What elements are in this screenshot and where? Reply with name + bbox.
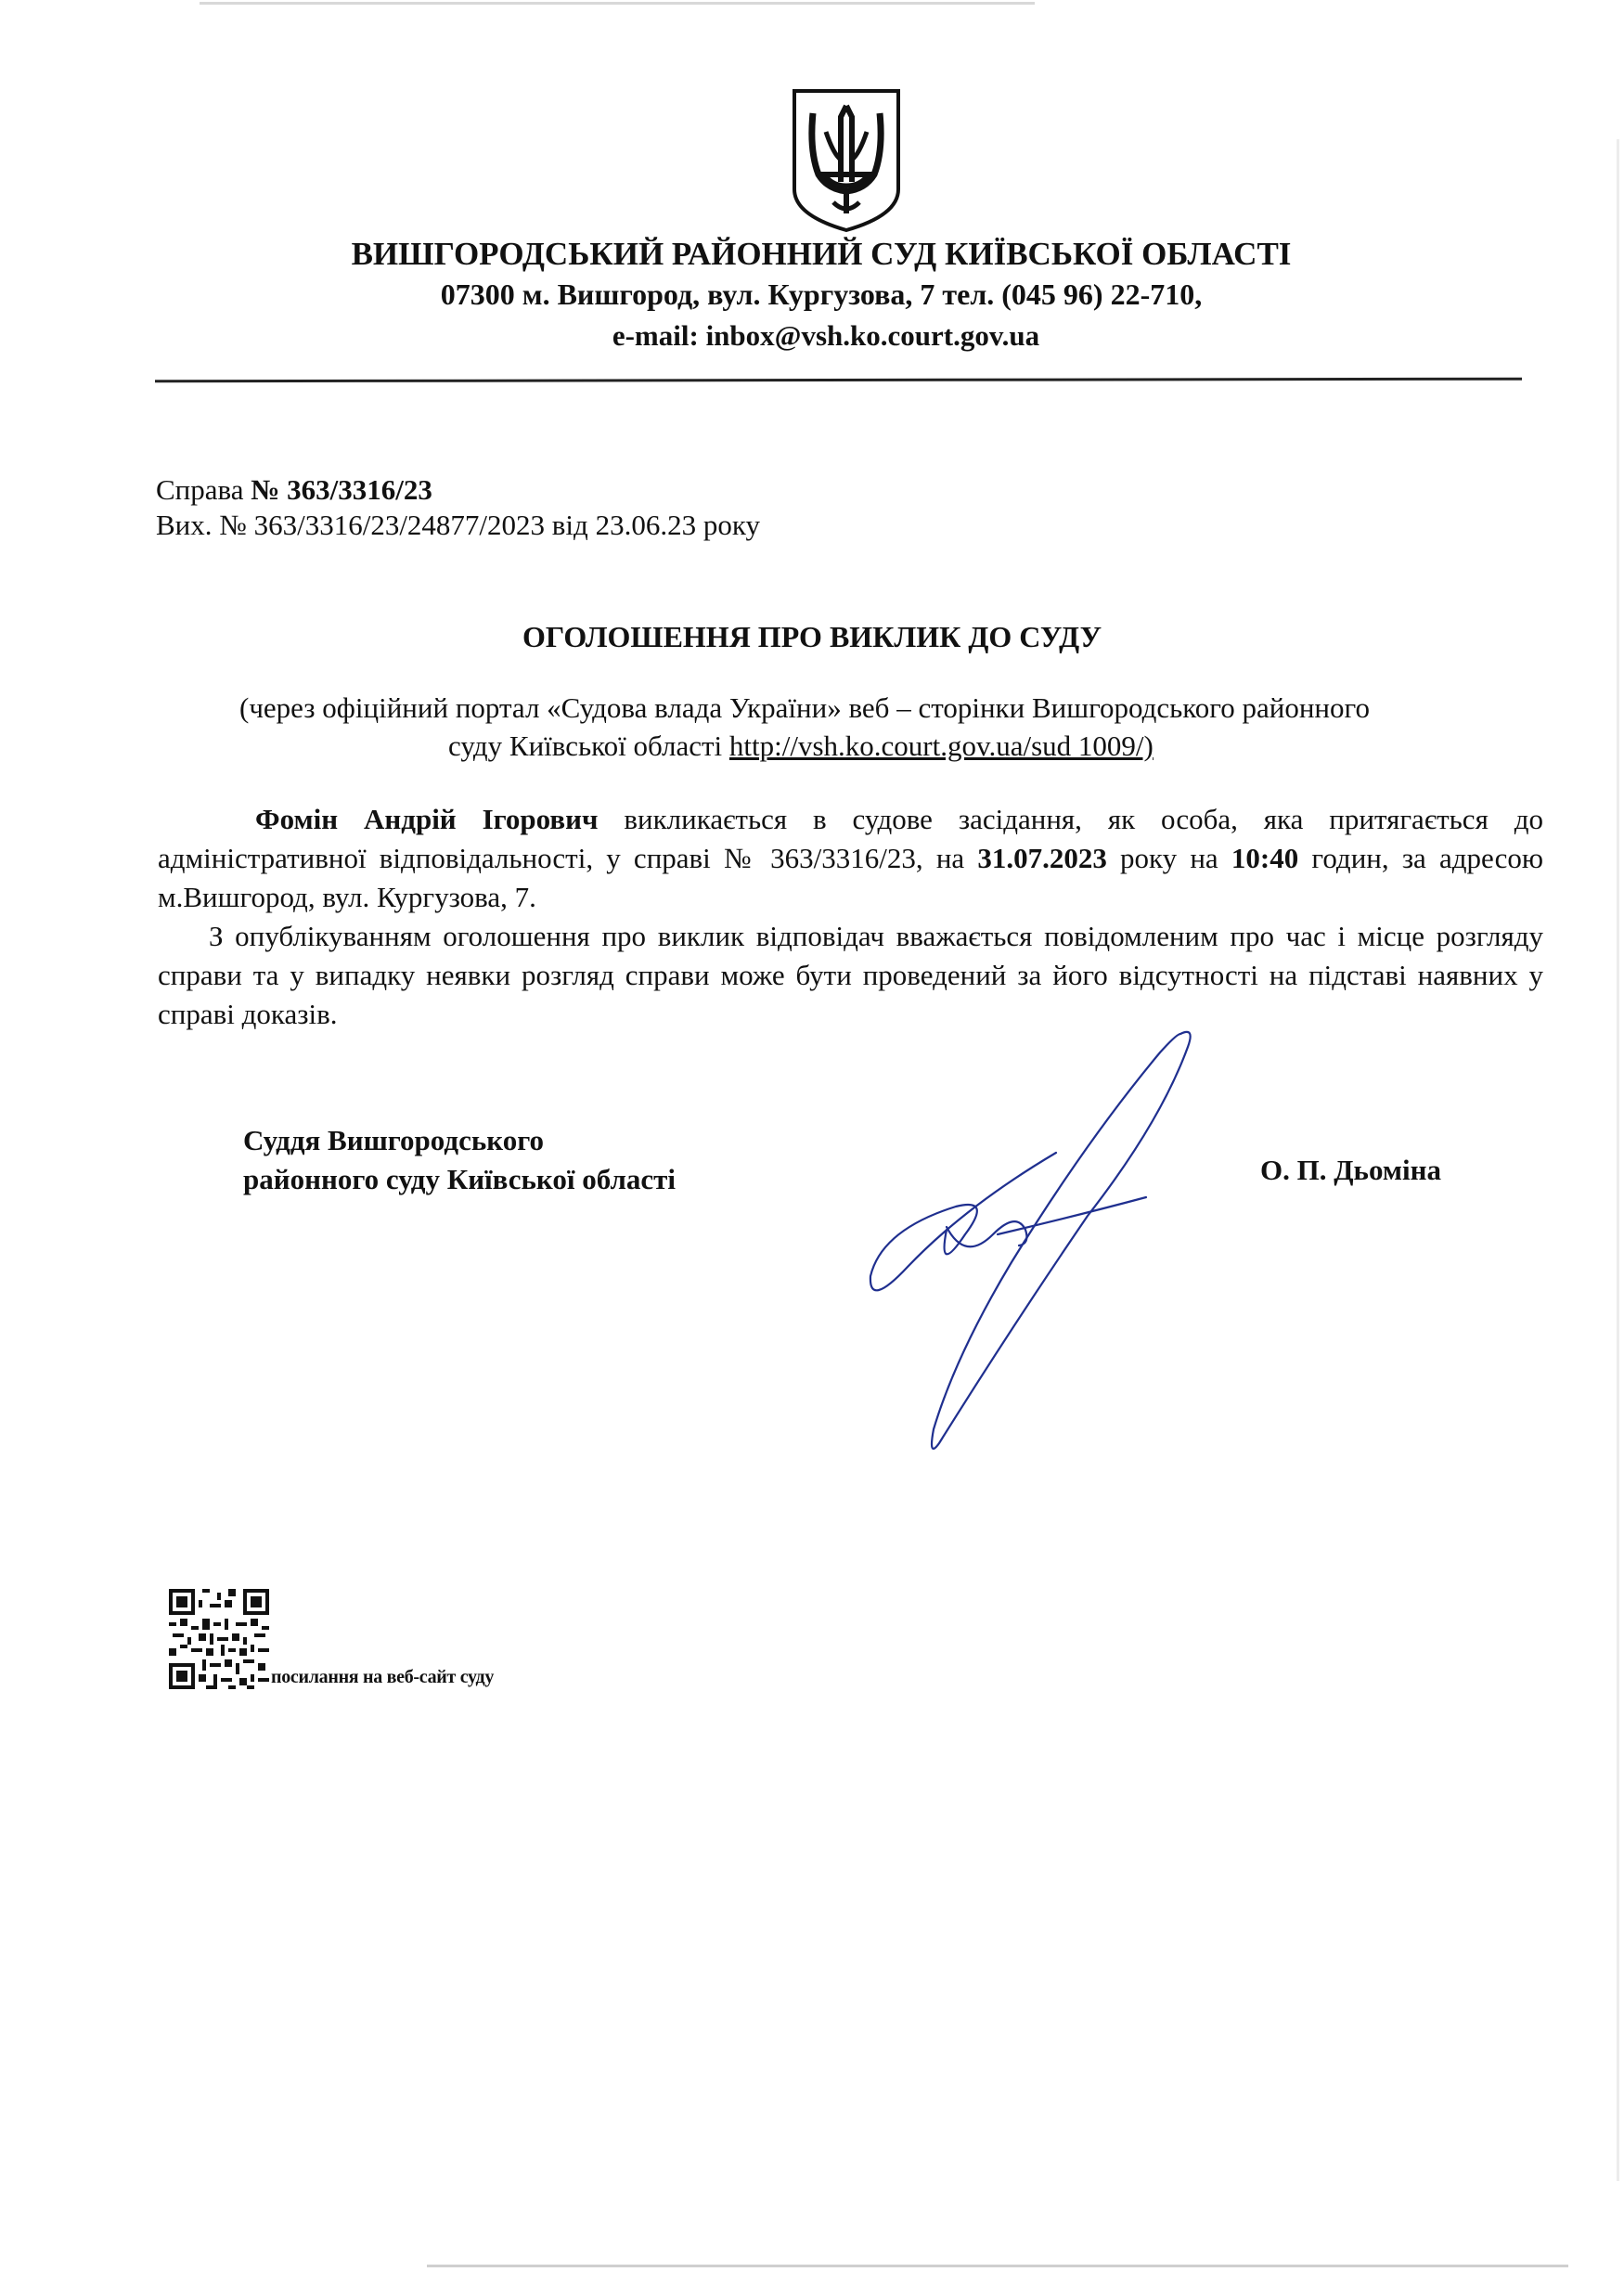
hearing-date: 31.07.2023 [977, 842, 1107, 874]
trident-emblem-icon [789, 85, 904, 234]
header-divider [155, 378, 1522, 383]
judge-title [243, 1121, 676, 1199]
person-name: Фомін Андрій Ігорович [255, 803, 599, 835]
notice-title: ОГОЛОШЕННЯ ПРО ВИКЛИК ДО СУДУ [522, 620, 1102, 653]
court-name: ВИШГОРОДСЬКИЙ РАЙОННИЙ СУД КИЇВСЬКОЇ ОБЛАСТІ [351, 236, 1292, 272]
court-website-link[interactable]: http://vsh.ko.court.gov.ua/sud 1009/) [728, 729, 1154, 762]
judge-name: О. П. Дьоміна [1260, 1154, 1441, 1186]
page-edge-right [1617, 139, 1619, 2181]
court-email-line [14, 319, 1624, 353]
summons-text-b: року на [1106, 842, 1231, 874]
case-label: Справа [156, 473, 251, 506]
case-reference [156, 473, 432, 507]
subtitle-line-1: (через офіційний портал «Судова влада України» веб – сторінки Вишгородського районного [239, 691, 1370, 724]
judge-title-line-2: районного суду Київської області [243, 1163, 676, 1195]
hearing-time: 10:40 [1231, 842, 1299, 874]
court-email-link[interactable]: inbox@vsh.ko.court.gov.ua [705, 319, 1040, 352]
page-edge-bottom [427, 2265, 1568, 2267]
case-number: № 363/3316/23 [251, 473, 432, 506]
notice-body [158, 800, 1543, 1034]
qr-code-icon[interactable] [169, 1589, 269, 1689]
page-edge-top [200, 2, 1035, 5]
summons-text-a: викликається в судове засідання, як особа, яка притягається до адміністративної відповідальності, у справі № 363/3316/23, на [158, 803, 1543, 874]
notice-subtitle [239, 689, 1539, 765]
subtitle-prefix: суду Київської області [448, 729, 729, 762]
subtitle-line-2 [239, 727, 1539, 765]
consequence-paragraph: З опублікуванням оголошення про виклик відповідач вважається повідомленим про час і місце розгляду справи та у випадку неявки розгляд справи може бути проведений за його відсутності на підставі наявних у справі доказів. [158, 920, 1543, 1030]
outgoing-reference: Вих. № 363/3316/23/24877/2023 від 23.06.23 року [156, 509, 760, 541]
judge-title-line-1: Суддя Вишгородського [243, 1124, 545, 1156]
summons-paragraph [158, 800, 1543, 917]
judge-signature [854, 1021, 1206, 1457]
email-label: e-mail: [612, 319, 706, 352]
qr-caption: посилання на веб-сайт суду [271, 1667, 495, 1687]
summons-text-c: годин, за адресою м.Вишгород, вул. Кургузова, 7. [158, 842, 1543, 913]
court-address: 07300 м. Вишгород, вул. Кургузова, 7 тел. (045 96) 22-710, [440, 278, 1203, 311]
